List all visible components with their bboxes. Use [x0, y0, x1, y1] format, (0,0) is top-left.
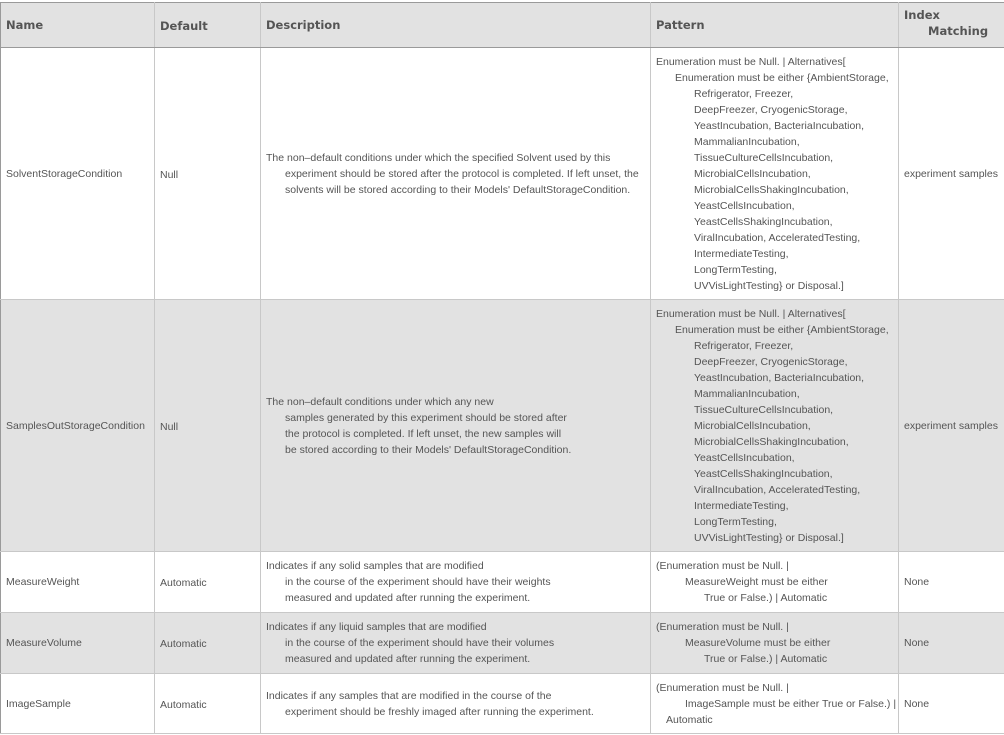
pattern-line: Enumeration must be Null. | Alternatives[ — [656, 55, 846, 68]
option-description — [261, 552, 651, 613]
pattern-line: (Enumeration must be Null. | — [656, 560, 789, 572]
pattern-line: IntermediateTesting, — [694, 499, 789, 512]
column-header-default: Default — [155, 3, 261, 48]
option-default: Automatic — [155, 552, 261, 613]
option-name: MeasureWeight — [1, 552, 155, 613]
description-line: measured and updated after running the experiment. — [285, 653, 531, 665]
pattern-line: MicrobialCellsIncubation, — [694, 167, 811, 180]
table-body — [1, 48, 1004, 734]
column-header-pattern: Pattern — [651, 3, 899, 48]
table-header — [1, 3, 1004, 48]
description-line: Indicates if any liquid samples that are modified — [266, 621, 487, 633]
column-header-name: Name — [1, 3, 155, 48]
pattern-line: True or False.) | Automatic — [704, 592, 828, 604]
option-index-matching: experiment samples — [899, 48, 1004, 300]
description-line: Indicates if any solid samples that are modified — [266, 560, 484, 572]
description-line: in the course of the experiment should have their weights — [285, 576, 551, 588]
option-index-matching: experiment samples — [899, 300, 1004, 552]
option-name: SamplesOutStorageCondition — [1, 300, 155, 552]
pattern-line: UVVisLightTesting} or Disposal.] — [694, 279, 844, 292]
table-row — [1, 300, 1004, 552]
pattern-line: MicrobialCellsShakingIncubation, — [694, 183, 849, 196]
header-row — [1, 3, 1004, 48]
table-row — [1, 552, 1004, 613]
pattern-line: YeastCellsShakingIncubation, — [694, 215, 833, 228]
pattern-line: LongTermTesting, — [694, 515, 777, 528]
option-index-matching: None — [899, 613, 1004, 674]
table-row — [1, 613, 1004, 674]
description-line: The non–default conditions under which the specified Solvent used by this — [266, 151, 611, 164]
table-row — [1, 48, 1004, 300]
pattern-line: MeasureVolume must be either — [685, 637, 831, 649]
pattern-line: IntermediateTesting, — [694, 247, 789, 260]
pattern-line: DeepFreezer, CryogenicStorage, — [694, 103, 848, 116]
option-pattern — [651, 300, 899, 552]
pattern-line: TissueCultureCellsIncubation, — [694, 151, 834, 164]
option-default: Null — [155, 48, 261, 300]
option-description — [261, 48, 651, 300]
pattern-line: YeastCellsIncubation, — [694, 199, 795, 212]
description-line: in the course of the experiment should have their volumes — [285, 637, 555, 649]
pattern-line: (Enumeration must be Null. | — [656, 681, 789, 694]
option-index-matching: None — [899, 552, 1004, 613]
pattern-line: MammalianIncubation, — [694, 135, 800, 148]
description-line: experiment should be freshly imaged after running the experiment. — [285, 705, 594, 718]
pattern-line: True or False.) | Automatic — [704, 653, 828, 665]
index-matching-header-line-1: Index — [904, 8, 940, 22]
pattern-line: Enumeration must be either {AmbientStorage, — [675, 323, 889, 336]
pattern-line: Enumeration must be either {AmbientStorage, — [675, 71, 889, 84]
pattern-line: ImageSample must be either True or False.) | — [685, 697, 897, 710]
option-pattern — [651, 48, 899, 300]
description-line: Indicates if any samples that are modified in the course of the — [266, 689, 552, 702]
pattern-line: MeasureWeight must be either — [685, 576, 828, 588]
pattern-line: ViralIncubation, AcceleratedTesting, — [694, 483, 861, 496]
description-line: measured and updated after running the experiment. — [285, 592, 531, 604]
option-default: Automatic — [155, 613, 261, 674]
option-description — [261, 613, 651, 674]
option-default: Automatic — [155, 674, 261, 734]
pattern-line: Enumeration must be Null. | Alternatives[ — [656, 307, 846, 320]
description-line: the protocol is completed. If left unset, the new samples will — [285, 427, 562, 440]
pattern-line: MammalianIncubation, — [694, 387, 800, 400]
description-line: The non–default conditions under which any new — [266, 395, 494, 408]
pattern-line: YeastCellsIncubation, — [694, 451, 795, 464]
option-description — [261, 300, 651, 552]
pattern-line: UVVisLightTesting} or Disposal.] — [694, 531, 844, 544]
table-row — [1, 674, 1004, 734]
pattern-line: ViralIncubation, AcceleratedTesting, — [694, 231, 861, 244]
pattern-line: DeepFreezer, CryogenicStorage, — [694, 355, 848, 368]
pattern-line: Refrigerator, Freezer, — [694, 339, 794, 352]
pattern-line: MicrobialCellsIncubation, — [694, 419, 811, 432]
option-name: ImageSample — [1, 674, 155, 734]
pattern-line: MicrobialCellsShakingIncubation, — [694, 435, 849, 448]
option-default: Null — [155, 300, 261, 552]
pattern-line: YeastIncubation, BacteriaIncubation, — [694, 371, 865, 384]
option-pattern — [651, 613, 899, 674]
option-name: MeasureVolume — [1, 613, 155, 674]
option-description — [261, 674, 651, 734]
pattern-line: YeastIncubation, BacteriaIncubation, — [694, 119, 865, 132]
index-matching-header-line-2: Matching — [928, 24, 989, 38]
description-line: samples generated by this experiment should be stored after — [285, 411, 567, 424]
column-header-description: Description — [261, 3, 651, 48]
pattern-line: Automatic — [666, 713, 713, 726]
option-pattern — [651, 552, 899, 613]
pattern-line: TissueCultureCellsIncubation, — [694, 403, 834, 416]
pattern-line: (Enumeration must be Null. | — [656, 621, 789, 633]
pattern-line: Refrigerator, Freezer, — [694, 87, 794, 100]
column-header-index-matching — [899, 3, 1004, 48]
option-index-matching: None — [899, 674, 1004, 734]
option-name: SolventStorageCondition — [1, 48, 155, 300]
pattern-line: LongTermTesting, — [694, 263, 777, 276]
option-pattern — [651, 674, 899, 734]
pattern-line: YeastCellsShakingIncubation, — [694, 467, 833, 480]
options-table — [0, 2, 1004, 734]
description-line: be stored according to their Models' DefaultStorageCondition. — [285, 443, 572, 456]
description-line: experiment should be stored after the protocol is completed. If left unset, the — [285, 167, 639, 180]
description-line: solvents will be stored according to their Models' DefaultStorageCondition. — [285, 183, 631, 196]
